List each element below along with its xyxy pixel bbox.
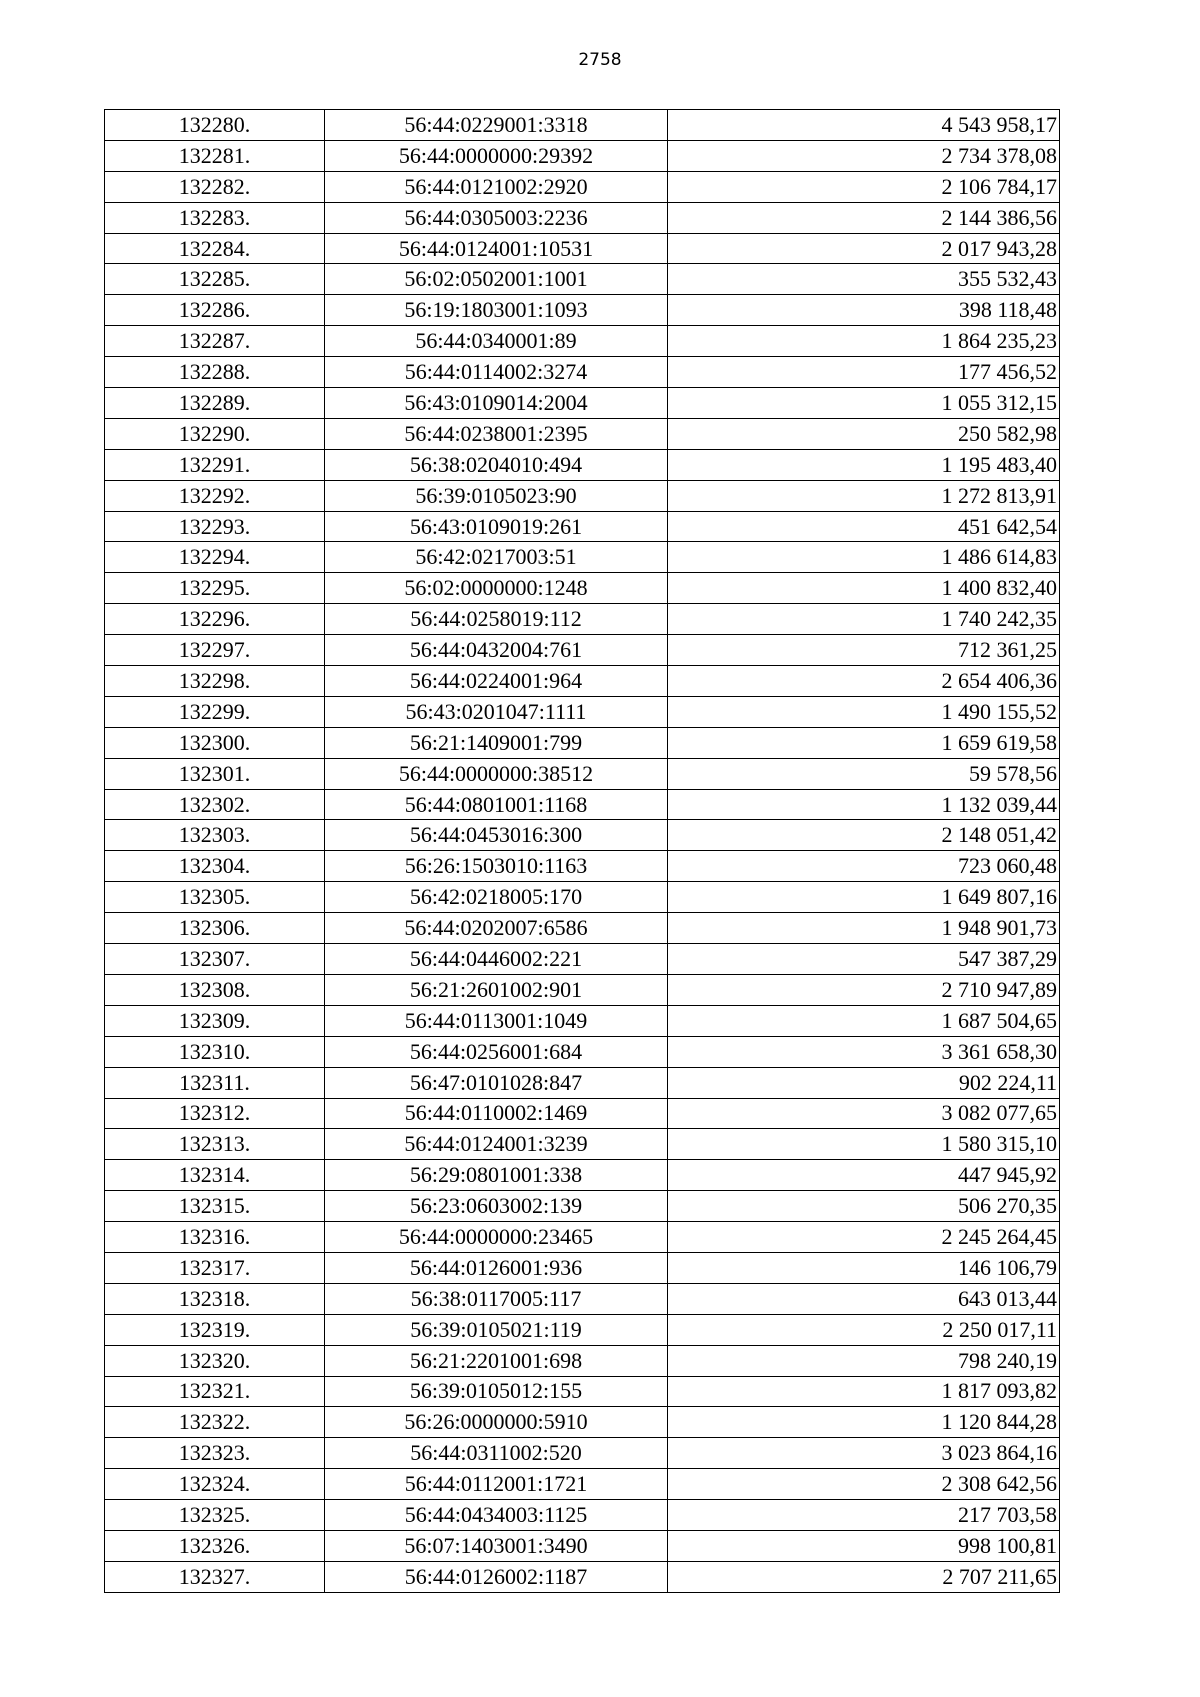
row-number-cell: 132288.	[105, 357, 325, 388]
cadastral-number-cell: 56:07:1403001:3490	[325, 1530, 668, 1561]
cadastral-value-cell: 712 361,25	[668, 635, 1060, 666]
row-number-cell: 132299.	[105, 696, 325, 727]
cadastral-value-cell: 1 817 093,82	[668, 1376, 1060, 1407]
cadastral-value-cell: 451 642,54	[668, 511, 1060, 542]
row-number-cell: 132313.	[105, 1129, 325, 1160]
row-number-cell: 132303.	[105, 820, 325, 851]
row-number-cell: 132295.	[105, 573, 325, 604]
table-row	[105, 666, 1060, 697]
table-row	[105, 511, 1060, 542]
cadastral-value-cell: 398 118,48	[668, 295, 1060, 326]
cadastral-number-cell: 56:44:0000000:23465	[325, 1222, 668, 1253]
table-row	[105, 1376, 1060, 1407]
cadastral-value-cell: 3 082 077,65	[668, 1098, 1060, 1129]
cadastral-number-cell: 56:44:0453016:300	[325, 820, 668, 851]
row-number-cell: 132327.	[105, 1561, 325, 1592]
row-number-cell: 132298.	[105, 666, 325, 697]
table-row	[105, 1283, 1060, 1314]
cadastral-number-cell: 56:44:0432004:761	[325, 635, 668, 666]
table-row	[105, 573, 1060, 604]
row-number-cell: 132280.	[105, 110, 325, 141]
cadastral-number-cell: 56:44:0202007:6586	[325, 913, 668, 944]
cadastral-value-cell: 1 055 312,15	[668, 388, 1060, 419]
cadastral-number-cell: 56:44:0340001:89	[325, 326, 668, 357]
page-number: 2758	[578, 50, 622, 70]
cadastral-number-cell: 56:39:0105021:119	[325, 1314, 668, 1345]
cadastral-value-cell: 2 017 943,28	[668, 233, 1060, 264]
table-row	[105, 820, 1060, 851]
cadastral-value-cell: 2 245 264,45	[668, 1222, 1060, 1253]
cadastral-value-cell: 1 948 901,73	[668, 913, 1060, 944]
cadastral-number-cell: 56:44:0114002:3274	[325, 357, 668, 388]
row-number-cell: 132307.	[105, 944, 325, 975]
table-row	[105, 1160, 1060, 1191]
cadastral-number-cell: 56:44:0000000:29392	[325, 140, 668, 171]
cadastral-value-cell: 1 272 813,91	[668, 480, 1060, 511]
table-row	[105, 264, 1060, 295]
cadastral-number-cell: 56:29:0801001:338	[325, 1160, 668, 1191]
table-row	[105, 1469, 1060, 1500]
row-number-cell: 132316.	[105, 1222, 325, 1253]
cadastral-value-cell: 1 740 242,35	[668, 604, 1060, 635]
cadastral-number-cell: 56:44:0112001:1721	[325, 1469, 668, 1500]
cadastral-number-cell: 56:44:0121002:2920	[325, 171, 668, 202]
row-number-cell: 132308.	[105, 974, 325, 1005]
table-row	[105, 140, 1060, 171]
table-row	[105, 1500, 1060, 1531]
table-row	[105, 1345, 1060, 1376]
table-row	[105, 418, 1060, 449]
cadastral-value-table	[104, 109, 1060, 1593]
row-number-cell: 132289.	[105, 388, 325, 419]
cadastral-number-cell: 56:44:0000000:38512	[325, 758, 668, 789]
cadastral-value-cell: 1 864 235,23	[668, 326, 1060, 357]
cadastral-number-cell: 56:47:0101028:847	[325, 1067, 668, 1098]
cadastral-number-cell: 56:26:1503010:1163	[325, 851, 668, 882]
cadastral-value-cell: 1 687 504,65	[668, 1005, 1060, 1036]
cadastral-value-cell: 1 132 039,44	[668, 789, 1060, 820]
row-number-cell: 132325.	[105, 1500, 325, 1531]
table-row	[105, 727, 1060, 758]
table-row	[105, 1129, 1060, 1160]
cadastral-number-cell: 56:44:0124001:3239	[325, 1129, 668, 1160]
cadastral-value-cell: 2 308 642,56	[668, 1469, 1060, 1500]
row-number-cell: 132285.	[105, 264, 325, 295]
table-row	[105, 1036, 1060, 1067]
row-number-cell: 132318.	[105, 1283, 325, 1314]
table-row	[105, 357, 1060, 388]
row-number-cell: 132321.	[105, 1376, 325, 1407]
cadastral-value-cell: 3 023 864,16	[668, 1438, 1060, 1469]
table-row	[105, 1407, 1060, 1438]
row-number-cell: 132326.	[105, 1530, 325, 1561]
table-row	[105, 1222, 1060, 1253]
cadastral-value-cell: 355 532,43	[668, 264, 1060, 295]
table-row	[105, 974, 1060, 1005]
cadastral-value-cell: 1 649 807,16	[668, 882, 1060, 913]
table-row	[105, 1314, 1060, 1345]
table-row	[105, 110, 1060, 141]
cadastral-number-cell: 56:44:0113001:1049	[325, 1005, 668, 1036]
cadastral-value-cell: 1 659 619,58	[668, 727, 1060, 758]
table-row	[105, 1005, 1060, 1036]
cadastral-value-cell: 1 580 315,10	[668, 1129, 1060, 1160]
cadastral-value-cell: 2 707 211,65	[668, 1561, 1060, 1592]
row-number-cell: 132315.	[105, 1191, 325, 1222]
cadastral-value-cell: 2 148 051,42	[668, 820, 1060, 851]
row-number-cell: 132320.	[105, 1345, 325, 1376]
row-number-cell: 132309.	[105, 1005, 325, 1036]
cadastral-number-cell: 56:44:0238001:2395	[325, 418, 668, 449]
cadastral-number-cell: 56:43:0109019:261	[325, 511, 668, 542]
cadastral-value-cell: 217 703,58	[668, 1500, 1060, 1531]
cadastral-value-cell: 1 195 483,40	[668, 449, 1060, 480]
cadastral-value-cell: 506 270,35	[668, 1191, 1060, 1222]
cadastral-value-cell: 1 400 832,40	[668, 573, 1060, 604]
cadastral-number-cell: 56:44:0110002:1469	[325, 1098, 668, 1129]
cadastral-value-cell: 1 120 844,28	[668, 1407, 1060, 1438]
row-number-cell: 132297.	[105, 635, 325, 666]
cadastral-value-cell: 2 250 017,11	[668, 1314, 1060, 1345]
table-row	[105, 1252, 1060, 1283]
cadastral-number-cell: 56:23:0603002:139	[325, 1191, 668, 1222]
table-row	[105, 696, 1060, 727]
cadastral-number-cell: 56:44:0434003:1125	[325, 1500, 668, 1531]
table-row	[105, 913, 1060, 944]
row-number-cell: 132282.	[105, 171, 325, 202]
row-number-cell: 132322.	[105, 1407, 325, 1438]
table-row	[105, 542, 1060, 573]
cadastral-value-cell: 1 486 614,83	[668, 542, 1060, 573]
row-number-cell: 132284.	[105, 233, 325, 264]
table-row	[105, 1191, 1060, 1222]
cadastral-number-cell: 56:44:0305003:2236	[325, 202, 668, 233]
cadastral-number-cell: 56:44:0258019:112	[325, 604, 668, 635]
table-row	[105, 604, 1060, 635]
cadastral-value-cell: 902 224,11	[668, 1067, 1060, 1098]
row-number-cell: 132291.	[105, 449, 325, 480]
cadastral-value-cell: 723 060,48	[668, 851, 1060, 882]
row-number-cell: 132323.	[105, 1438, 325, 1469]
cadastral-number-cell: 56:44:0126001:936	[325, 1252, 668, 1283]
cadastral-number-cell: 56:21:2201001:698	[325, 1345, 668, 1376]
row-number-cell: 132302.	[105, 789, 325, 820]
cadastral-number-cell: 56:26:0000000:5910	[325, 1407, 668, 1438]
cadastral-value-cell: 2 106 784,17	[668, 171, 1060, 202]
table-row	[105, 233, 1060, 264]
row-number-cell: 132281.	[105, 140, 325, 171]
row-number-cell: 132305.	[105, 882, 325, 913]
table-row	[105, 758, 1060, 789]
table-row	[105, 1067, 1060, 1098]
row-number-cell: 132286.	[105, 295, 325, 326]
row-number-cell: 132319.	[105, 1314, 325, 1345]
cadastral-number-cell: 56:39:0105012:155	[325, 1376, 668, 1407]
table-row	[105, 882, 1060, 913]
cadastral-number-cell: 56:44:0801001:1168	[325, 789, 668, 820]
cadastral-value-cell: 547 387,29	[668, 944, 1060, 975]
cadastral-value-cell: 4 543 958,17	[668, 110, 1060, 141]
cadastral-number-cell: 56:38:0204010:494	[325, 449, 668, 480]
table-row	[105, 202, 1060, 233]
cadastral-number-cell: 56:02:0000000:1248	[325, 573, 668, 604]
row-number-cell: 132283.	[105, 202, 325, 233]
row-number-cell: 132287.	[105, 326, 325, 357]
cadastral-number-cell: 56:44:0311002:520	[325, 1438, 668, 1469]
table-body	[105, 110, 1060, 1593]
row-number-cell: 132304.	[105, 851, 325, 882]
row-number-cell: 132301.	[105, 758, 325, 789]
cadastral-value-cell: 447 945,92	[668, 1160, 1060, 1191]
table-row	[105, 944, 1060, 975]
table-row	[105, 1561, 1060, 1592]
cadastral-value-cell: 643 013,44	[668, 1283, 1060, 1314]
cadastral-number-cell: 56:39:0105023:90	[325, 480, 668, 511]
cadastral-number-cell: 56:21:2601002:901	[325, 974, 668, 1005]
table-row	[105, 1530, 1060, 1561]
cadastral-number-cell: 56:44:0126002:1187	[325, 1561, 668, 1592]
cadastral-number-cell: 56:42:0217003:51	[325, 542, 668, 573]
row-number-cell: 132294.	[105, 542, 325, 573]
cadastral-number-cell: 56:02:0502001:1001	[325, 264, 668, 295]
table-row	[105, 1098, 1060, 1129]
row-number-cell: 132324.	[105, 1469, 325, 1500]
cadastral-number-cell: 56:44:0229001:3318	[325, 110, 668, 141]
row-number-cell: 132311.	[105, 1067, 325, 1098]
cadastral-number-cell: 56:43:0201047:1111	[325, 696, 668, 727]
cadastral-value-cell: 2 144 386,56	[668, 202, 1060, 233]
row-number-cell: 132306.	[105, 913, 325, 944]
cadastral-value-cell: 2 734 378,08	[668, 140, 1060, 171]
row-number-cell: 132312.	[105, 1098, 325, 1129]
row-number-cell: 132296.	[105, 604, 325, 635]
table-row	[105, 789, 1060, 820]
cadastral-value-cell: 177 456,52	[668, 357, 1060, 388]
table-row	[105, 1438, 1060, 1469]
cadastral-value-cell: 1 490 155,52	[668, 696, 1060, 727]
cadastral-value-cell: 998 100,81	[668, 1530, 1060, 1561]
cadastral-value-cell: 146 106,79	[668, 1252, 1060, 1283]
cadastral-number-cell: 56:38:0117005:117	[325, 1283, 668, 1314]
table-row	[105, 635, 1060, 666]
row-number-cell: 132314.	[105, 1160, 325, 1191]
row-number-cell: 132293.	[105, 511, 325, 542]
cadastral-number-cell: 56:19:1803001:1093	[325, 295, 668, 326]
table-row	[105, 326, 1060, 357]
table-row	[105, 449, 1060, 480]
cadastral-number-cell: 56:44:0124001:10531	[325, 233, 668, 264]
row-number-cell: 132292.	[105, 480, 325, 511]
cadastral-value-cell: 2 710 947,89	[668, 974, 1060, 1005]
cadastral-number-cell: 56:43:0109014:2004	[325, 388, 668, 419]
table-row	[105, 295, 1060, 326]
cadastral-value-cell: 3 361 658,30	[668, 1036, 1060, 1067]
cadastral-number-cell: 56:44:0446002:221	[325, 944, 668, 975]
row-number-cell: 132300.	[105, 727, 325, 758]
cadastral-value-cell: 798 240,19	[668, 1345, 1060, 1376]
row-number-cell: 132317.	[105, 1252, 325, 1283]
table-row	[105, 480, 1060, 511]
cadastral-value-cell: 250 582,98	[668, 418, 1060, 449]
cadastral-number-cell: 56:44:0256001:684	[325, 1036, 668, 1067]
cadastral-value-cell: 2 654 406,36	[668, 666, 1060, 697]
cadastral-number-cell: 56:44:0224001:964	[325, 666, 668, 697]
table-row	[105, 388, 1060, 419]
table-row	[105, 171, 1060, 202]
row-number-cell: 132310.	[105, 1036, 325, 1067]
table-row	[105, 851, 1060, 882]
cadastral-number-cell: 56:21:1409001:799	[325, 727, 668, 758]
cadastral-value-cell: 59 578,56	[668, 758, 1060, 789]
row-number-cell: 132290.	[105, 418, 325, 449]
cadastral-number-cell: 56:42:0218005:170	[325, 882, 668, 913]
